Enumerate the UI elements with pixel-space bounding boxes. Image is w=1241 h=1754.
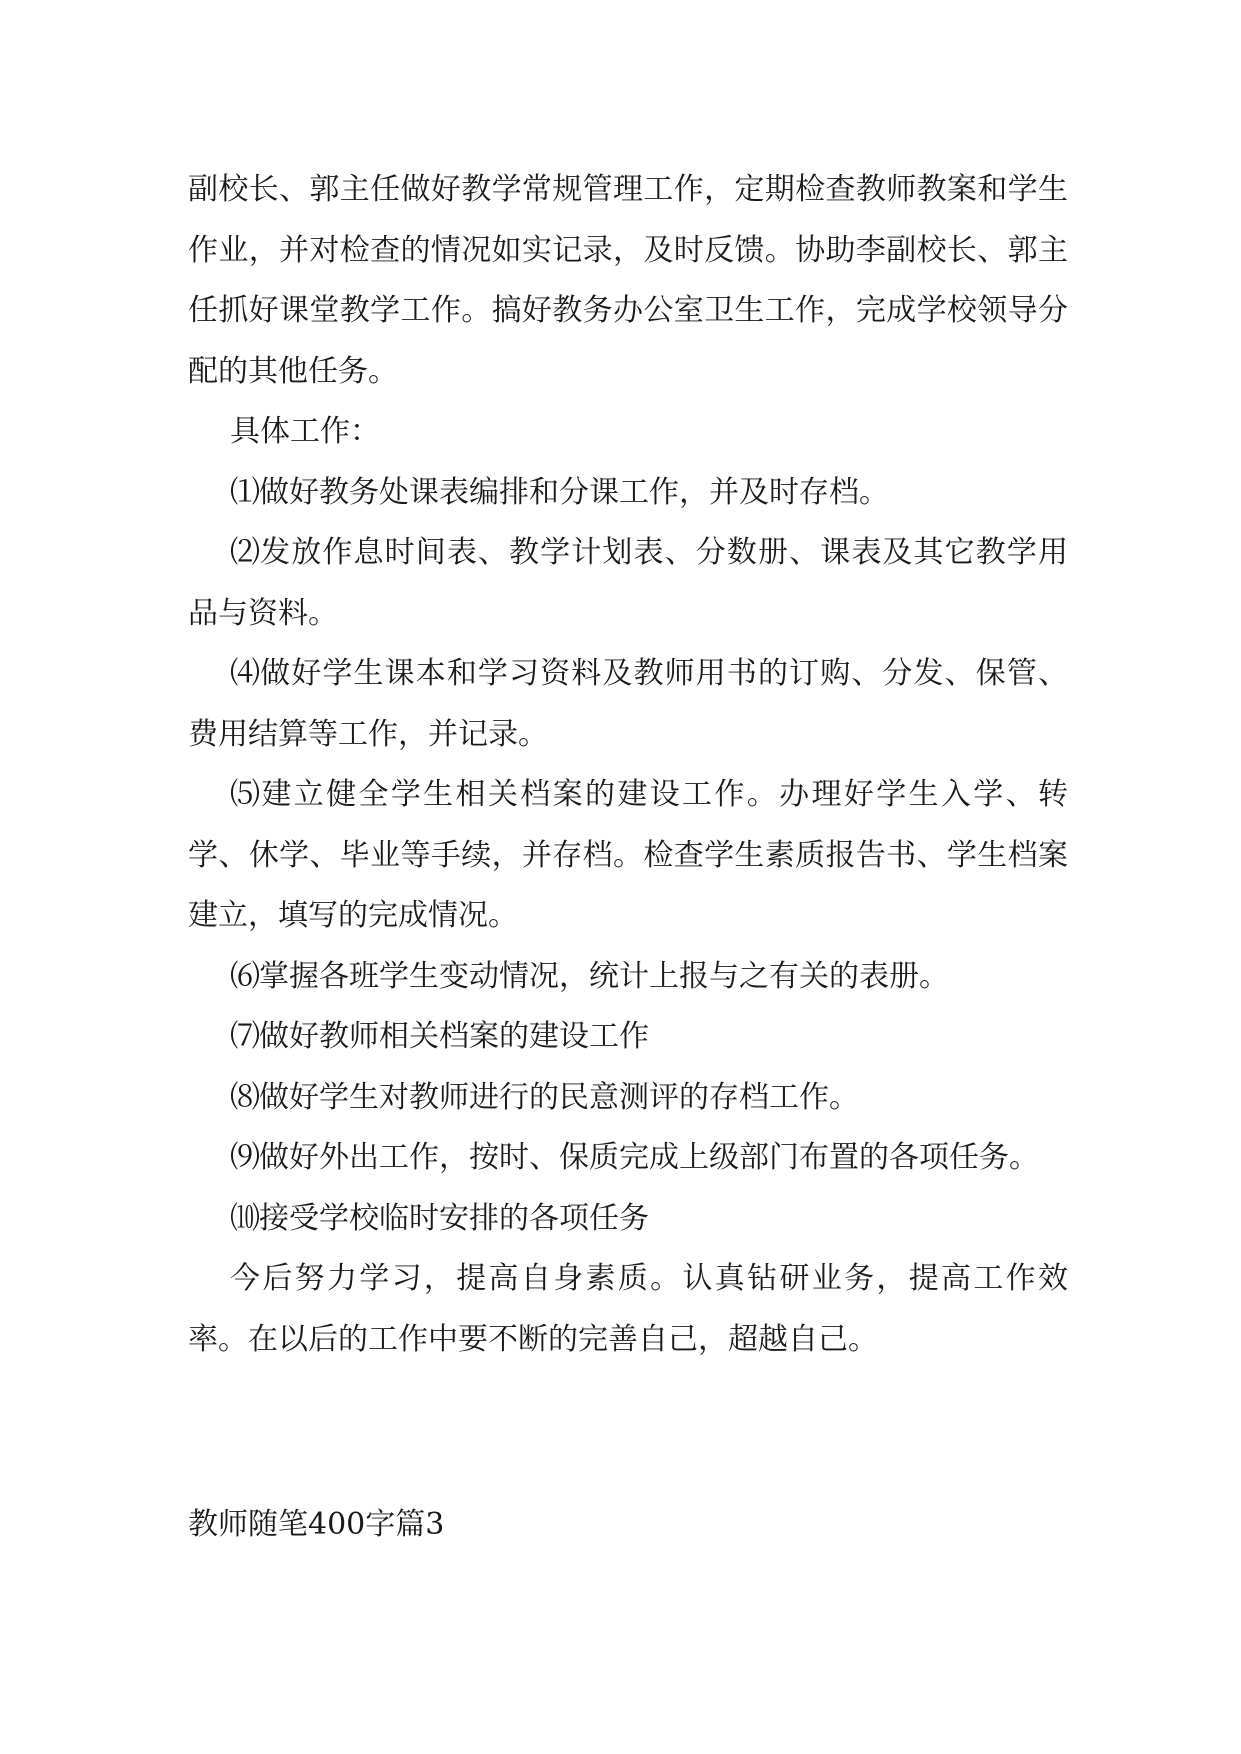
tasks-heading: 具体工作： xyxy=(230,414,380,449)
task-text: 做好学生对教师进行的民意测评的存档工作。 xyxy=(259,1079,859,1115)
document-body xyxy=(188,160,1068,1370)
task-number: ⑸ xyxy=(230,777,262,812)
task-item xyxy=(188,1007,1068,1068)
task-number: ⑼ xyxy=(230,1140,259,1175)
task-text: 接受学校临时安排的各项任务 xyxy=(259,1200,649,1236)
task-item xyxy=(188,765,1068,947)
intro-paragraph: 副校长、郭主任做好教学常规管理工作，定期检查教师教案和学生作业，并对检查的情况如实记录，及时反馈。协助李副校长、郭主任抓好课堂教学工作。搞好教务办公室卫生工作，完成学校领导分配的其他任务。 xyxy=(188,172,1068,389)
section-title: 教师随笔400字篇3 xyxy=(188,1507,445,1542)
task-text: 掌握各班学生变动情况，统计上报与之有关的表册。 xyxy=(259,958,949,994)
task-text: 做好教师相关档案的建设工作 xyxy=(259,1019,649,1054)
task-text: 做好学生课本和学习资料及教师用书的订购、分发、保管、费用结算等工作，并记录。 xyxy=(188,656,1069,752)
task-text: 发放作息时间表、教学计划表、分数册、课表及其它教学用品与资料。 xyxy=(188,535,1069,631)
task-item xyxy=(188,1068,1068,1129)
task-item xyxy=(188,947,1068,1008)
closing-paragraph: 今后努力学习，提高自身素质。认真钻研业务，提高工作效率。在以后的工作中要不断的完善自己，超越自己。 xyxy=(188,1261,1068,1357)
task-number: ⑴ xyxy=(230,474,259,510)
task-text: 做好外出工作，按时、保质完成上级部门布置的各项任务。 xyxy=(259,1140,1039,1175)
task-item xyxy=(188,644,1068,765)
task-item xyxy=(188,463,1068,524)
task-item xyxy=(188,523,1068,644)
task-number: ⑻ xyxy=(230,1079,259,1115)
task-item xyxy=(188,1189,1068,1250)
task-number: ⑷ xyxy=(230,656,261,691)
task-text: 建立健全学生相关档案的建设工作。办理好学生入学、转学、休学、毕业等手续，并存档。检查学生素质报告书、学生档案建立，填写的完成情况。 xyxy=(188,777,1069,933)
task-number: ⑹ xyxy=(230,958,259,994)
task-item xyxy=(188,1128,1068,1189)
task-number: ⑽ xyxy=(230,1200,259,1236)
task-text: 做好教务处课表编排和分课工作，并及时存档。 xyxy=(259,474,889,510)
task-number: ⑺ xyxy=(230,1019,259,1054)
task-number: ⑵ xyxy=(230,535,261,570)
